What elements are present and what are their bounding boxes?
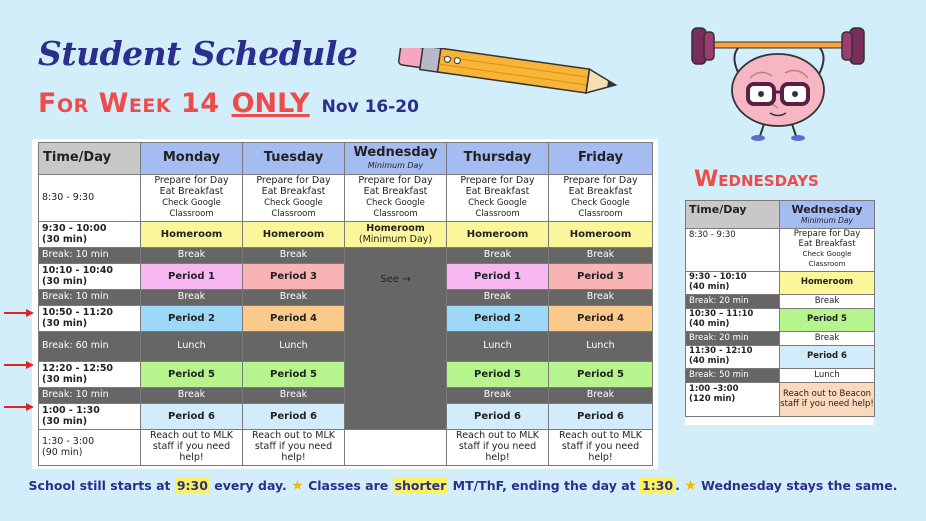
main-schedule-table [38, 142, 653, 466]
red-arrow-icon [4, 309, 34, 317]
table-row [39, 248, 653, 264]
time-cell: Break: 60 min [39, 332, 141, 362]
homeroom-cell: Homeroom [780, 272, 875, 295]
time-cell: Break: 10 min [39, 248, 141, 264]
help-cell: Reach out to MLK staff if you need help! [447, 430, 549, 466]
footer-highlight: shorter [394, 478, 447, 493]
break-cell: Break [141, 290, 243, 306]
homeroom-cell: Homeroom [141, 222, 243, 248]
time-cell: 11:30 - 12:10 (40 min) [686, 346, 780, 369]
main-schedule [32, 139, 658, 469]
period-cell: Period 6 [780, 346, 875, 369]
page-title: Student Schedule [38, 34, 358, 73]
period-cell: Period 5 [549, 362, 653, 388]
red-arrow-icon [4, 361, 34, 369]
break-cell: Break [447, 248, 549, 264]
period-cell: Period 6 [447, 404, 549, 430]
time-cell: 1:30 - 3:00 (90 min) [39, 430, 141, 466]
time-cell: Break: 10 min [39, 290, 141, 306]
prep-cell: Prepare for Day Eat Breakfast Check Google Classroom [141, 175, 243, 222]
period-cell: Period 5 [243, 362, 345, 388]
table-row [686, 383, 875, 417]
wednesday-empty-cell [345, 430, 447, 466]
period-cell: Period 2 [141, 306, 243, 332]
break-cell: Break [243, 290, 345, 306]
lunch-cell: Lunch [141, 332, 243, 362]
star-icon: ★ [291, 478, 304, 494]
prep-cell: Prepare for Day Eat Breakfast Check Google Classroom [345, 175, 447, 222]
help-cell: Reach out to MLK staff if you need help! [549, 430, 653, 466]
lunch-cell: Lunch [447, 332, 549, 362]
time-cell: 10:30 – 11:10 (40 min) [686, 309, 780, 332]
prep-cell: Prepare for Day Eat Breakfast Check Google Classroom [549, 175, 653, 222]
homeroom-cell: Homeroom [447, 222, 549, 248]
break-cell: Break [243, 248, 345, 264]
table-row [686, 272, 875, 295]
period-cell: Period 5 [447, 362, 549, 388]
period-cell: Period 6 [549, 404, 653, 430]
break-cell: Break [447, 290, 549, 306]
header-wednesday: Wednesday Minimum Day [780, 201, 875, 229]
page-subtitle [38, 88, 419, 119]
break-cell: Break [780, 332, 875, 346]
lunch-cell: Lunch [780, 369, 875, 383]
footer-note [0, 478, 926, 494]
header-row [686, 201, 875, 229]
see-wednesday-link: See → [380, 274, 411, 285]
table-row [686, 309, 875, 332]
time-cell: 8:30 - 9:30 [39, 175, 141, 222]
table-row [39, 222, 653, 248]
footer-text: MT/ThF, ending the day at [448, 478, 640, 493]
header-friday: Friday [549, 143, 653, 175]
period-cell: Period 5 [780, 309, 875, 332]
wednesday-see-cell [345, 248, 447, 430]
period-cell: Period 4 [549, 306, 653, 332]
time-cell: 1:00 - 1:30 (30 min) [39, 404, 141, 430]
table-row [686, 346, 875, 369]
period-cell: Period 6 [243, 404, 345, 430]
period-cell: Period 1 [141, 264, 243, 290]
table-row [686, 229, 875, 272]
table-row [686, 295, 875, 309]
time-cell: 9:30 - 10:00 (30 min) [39, 222, 141, 248]
table-row [39, 175, 653, 222]
help-cell: Reach out to Beacon staff if you need help! [780, 383, 875, 417]
period-cell: Period 6 [141, 404, 243, 430]
header-time: Time/Day [686, 201, 780, 229]
time-cell: Break: 50 min [686, 369, 780, 383]
subtitle-dates: Nov 16-20 [321, 97, 419, 117]
break-cell: Break [549, 388, 653, 404]
wednesday-schedule [685, 200, 874, 425]
period-cell: Period 3 [549, 264, 653, 290]
table-row [686, 369, 875, 383]
header-thursday: Thursday [447, 143, 549, 175]
subtitle-only: ONLY [231, 88, 310, 119]
star-icon: ★ [684, 478, 697, 494]
footer-highlight: 9:30 [176, 478, 208, 493]
wednesday-schedule-table [685, 200, 875, 417]
time-cell: 12:20 - 12:50 (30 min) [39, 362, 141, 388]
help-cell: Reach out to MLK staff if you need help! [243, 430, 345, 466]
time-cell: Break: 10 min [39, 388, 141, 404]
prep-cell: Prepare for Day Eat Breakfast Check Google Classroom [780, 229, 875, 272]
time-cell: 1:00 –3:00 (120 min) [686, 383, 780, 417]
homeroom-wed-cell: Homeroom (Minimum Day) [345, 222, 447, 248]
time-cell: Break: 20 min [686, 332, 780, 346]
footer-text: Classes are [303, 478, 393, 493]
prep-cell: Prepare for Day Eat Breakfast Check Google Classroom [447, 175, 549, 222]
footer-text: Wednesday stays the same. [696, 478, 898, 493]
lunch-cell: Lunch [243, 332, 345, 362]
red-arrow-icon [4, 403, 34, 411]
lunch-cell: Lunch [549, 332, 653, 362]
table-row [686, 332, 875, 346]
footer-highlight: 1:30 [642, 478, 674, 493]
break-cell: Break [780, 295, 875, 309]
break-cell: Break [549, 290, 653, 306]
time-cell: 9:30 - 10:10 (40 min) [686, 272, 780, 295]
time-cell: Break: 20 min [686, 295, 780, 309]
prep-cell: Prepare for Day Eat Breakfast Check Google Classroom [243, 175, 345, 222]
header-monday: Monday [141, 143, 243, 175]
footer-text: every day. [209, 478, 292, 493]
wednesdays-title: Wednesdays [694, 167, 819, 192]
period-cell: Period 5 [141, 362, 243, 388]
homeroom-cell: Homeroom [243, 222, 345, 248]
period-cell: Period 3 [243, 264, 345, 290]
header-row [39, 143, 653, 175]
time-cell: 10:10 - 10:40 (30 min) [39, 264, 141, 290]
header-wednesday [345, 143, 447, 175]
header-tuesday: Tuesday [243, 143, 345, 175]
footer-text: School still starts at [28, 478, 175, 493]
time-cell: 8:30 - 9:30 [686, 229, 780, 272]
break-cell: Break [141, 248, 243, 264]
period-cell: Period 4 [243, 306, 345, 332]
subtitle-week: For Week 14 [38, 88, 220, 119]
break-cell: Break [243, 388, 345, 404]
period-cell: Period 2 [447, 306, 549, 332]
homeroom-cell: Homeroom [549, 222, 653, 248]
table-row [39, 430, 653, 466]
break-cell: Break [447, 388, 549, 404]
footer-text: . [675, 478, 685, 493]
header-wednesday-label: Wednesday [353, 145, 438, 161]
time-cell: 10:50 - 11:20 (30 min) [39, 306, 141, 332]
header-wednesday-note: Minimum Day [367, 161, 424, 171]
period-cell: Period 1 [447, 264, 549, 290]
brain-weightlifter-illustration [690, 18, 866, 142]
help-cell: Reach out to MLK staff if you need help! [141, 430, 243, 466]
break-cell: Break [141, 388, 243, 404]
break-cell: Break [549, 248, 653, 264]
pencil-illustration [384, 48, 634, 100]
header-time: Time/Day [39, 143, 141, 175]
